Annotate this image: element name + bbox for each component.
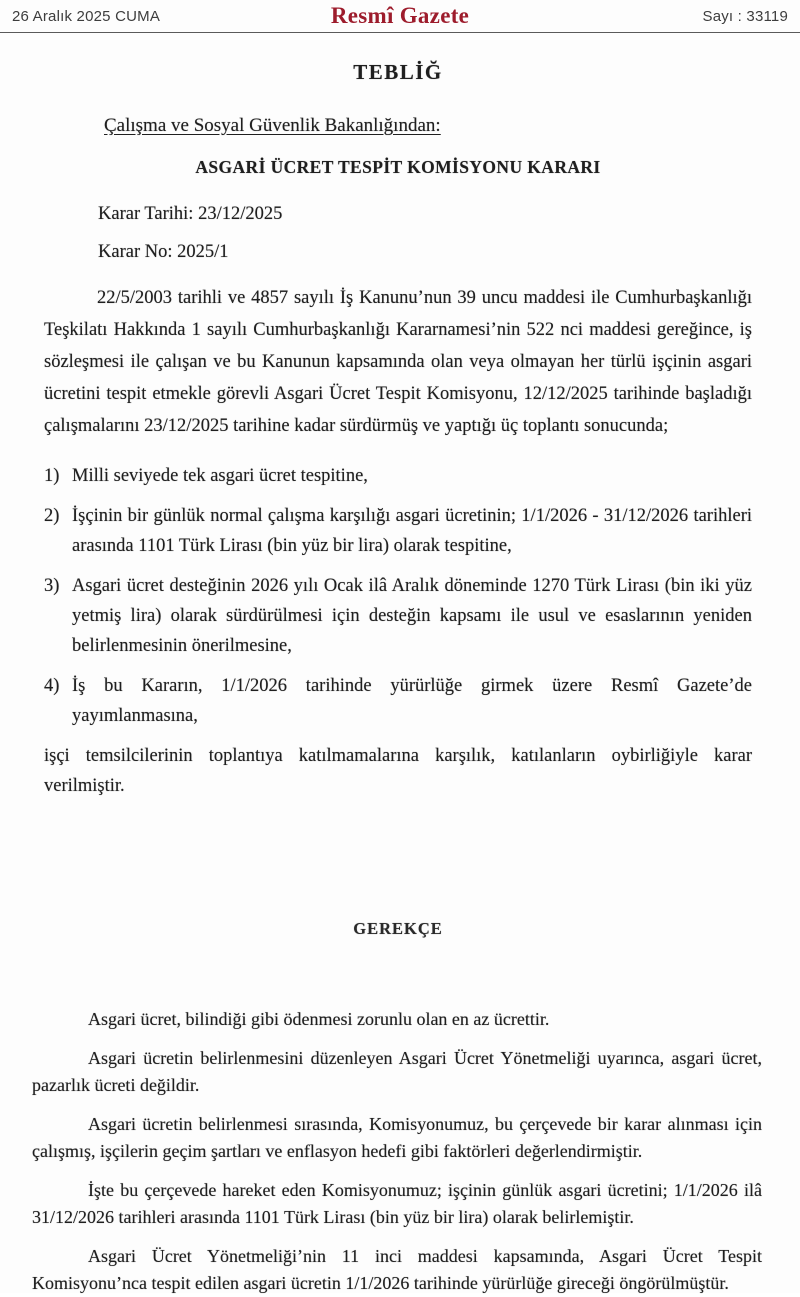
ministry-heading: Çalışma ve Sosyal Güvenlik Bakanlığından: [104, 115, 441, 136]
decision-item-2 [44, 501, 752, 561]
decision-item-1 [44, 461, 752, 491]
issue-date: 26 Aralık 2025 CUMA [12, 7, 161, 25]
section-title: TEBLİĞ [353, 60, 443, 84]
issue-number: Sayı : 33119 [702, 7, 788, 25]
rationale-title: GEREKÇE [353, 919, 443, 938]
decision-title: ASGARİ ÜCRET TESPİT KOMİSYONU KARARI [195, 157, 601, 177]
rationale-paragraph-2: Asgari ücretin belirlenmesini düzenleyen Asgari Ücret Yönetmeliği uyarınca, asgari ücret, pazarlık ücreti değildir. [32, 1048, 762, 1095]
decision-item-text: İş bu Kararın, 1/1/2026 tarihinde yürürlüğe girmek üzere Resmî Gazete’de yayımlanmasına, [72, 676, 752, 726]
decision-item-text: İşçinin bir günlük normal çalışma karşılığı asgari ücretinin; 1/1/2026 - 31/12/2026 tarihleri arasında 1101 Türk Lirası (bin yüz bir lira) olarak tespitine, [72, 506, 752, 556]
rationale-paragraph-4: İşte bu çerçevede hareket eden Komisyonumuz; işçinin günlük asgari ücretini; 1/1/2026 ilâ 31/12/2026 tarihleri arasında 1101 Türk Lirası (bin yüz bir lira) olarak belirlemiştir. [32, 1180, 762, 1227]
decision-item-number: 1) [44, 466, 60, 486]
rationale-paragraph-1: Asgari ücret, bilindiği gibi ödenmesi zorunlu olan en az ücrettir. [88, 1009, 550, 1029]
decision-list [44, 461, 752, 731]
closing-paragraph: işçi temsilcilerinin toplantıya katılmamalarına karşılık, katılanların oybirliğiyle karar verilmiştir. [44, 746, 752, 796]
decision-item-number: 2) [44, 506, 60, 526]
decision-item-3 [44, 571, 752, 661]
masthead [0, 0, 800, 33]
document-body [0, 58, 800, 1297]
decision-item-4 [44, 671, 752, 731]
rationale-section [32, 1006, 762, 1297]
decision-item-number: 3) [44, 576, 60, 596]
decision-date: Karar Tarihi: 23/12/2025 [98, 204, 283, 224]
decision-item-text: Milli seviyede tek asgari ücret tespitine, [72, 466, 368, 486]
decision-number: Karar No: 2025/1 [98, 242, 229, 262]
rationale-paragraph-5: Asgari Ücret Yönetmeliği’nin 11 inci maddesi kapsamında, Asgari Ücret Tespit Komisyonu’nca tespit edilen asgari ücretin 1/1/2026 tarihinde yürürlüğe gireceği öngörülmüştür. [32, 1246, 762, 1293]
decision-item-text: Asgari ücret desteğinin 2026 yılı Ocak ilâ Aralık döneminde 1270 Türk Lirası (bin iki yüz yetmiş lira) olarak sürdürülmesi için desteğin kapsamı ile usul ve esaslarının yeniden belirlenmesinin önerilmesine, [72, 576, 752, 656]
decision-item-number: 4) [44, 676, 60, 696]
rationale-paragraph-3: Asgari ücretin belirlenmesi sırasında, Komisyonumuz, bu çerçevede bir karar alınması için çalışmış, işçilerin geçim şartları ve enflasyon hedefi gibi faktörleri değerlendirmiştir. [32, 1114, 762, 1161]
intro-paragraph: 22/5/2003 tarihli ve 4857 sayılı İş Kanunu’nun 39 uncu maddesi ile Cumhurbaşkanlığı Teşkilatı Hakkında 1 sayılı Cumhurbaşkanlığı Kararnamesi’nin 522 nci maddesi gereğince, iş sözleşmesi ile çalışan ve bu Kanunun kapsamında olan veya olmayan her türlü işçinin asgari ücretini tespit etmekle görevli Asgari Ücret Tespit Komisyonu, 12/12/2025 tarihinde başladığı çalışmalarını 23/12/2025 tarihine kadar sürdürmüş ve yaptığı üç toplantı sonucunda; [44, 288, 752, 436]
gazette-title: Resmî Gazete [330, 3, 470, 28]
